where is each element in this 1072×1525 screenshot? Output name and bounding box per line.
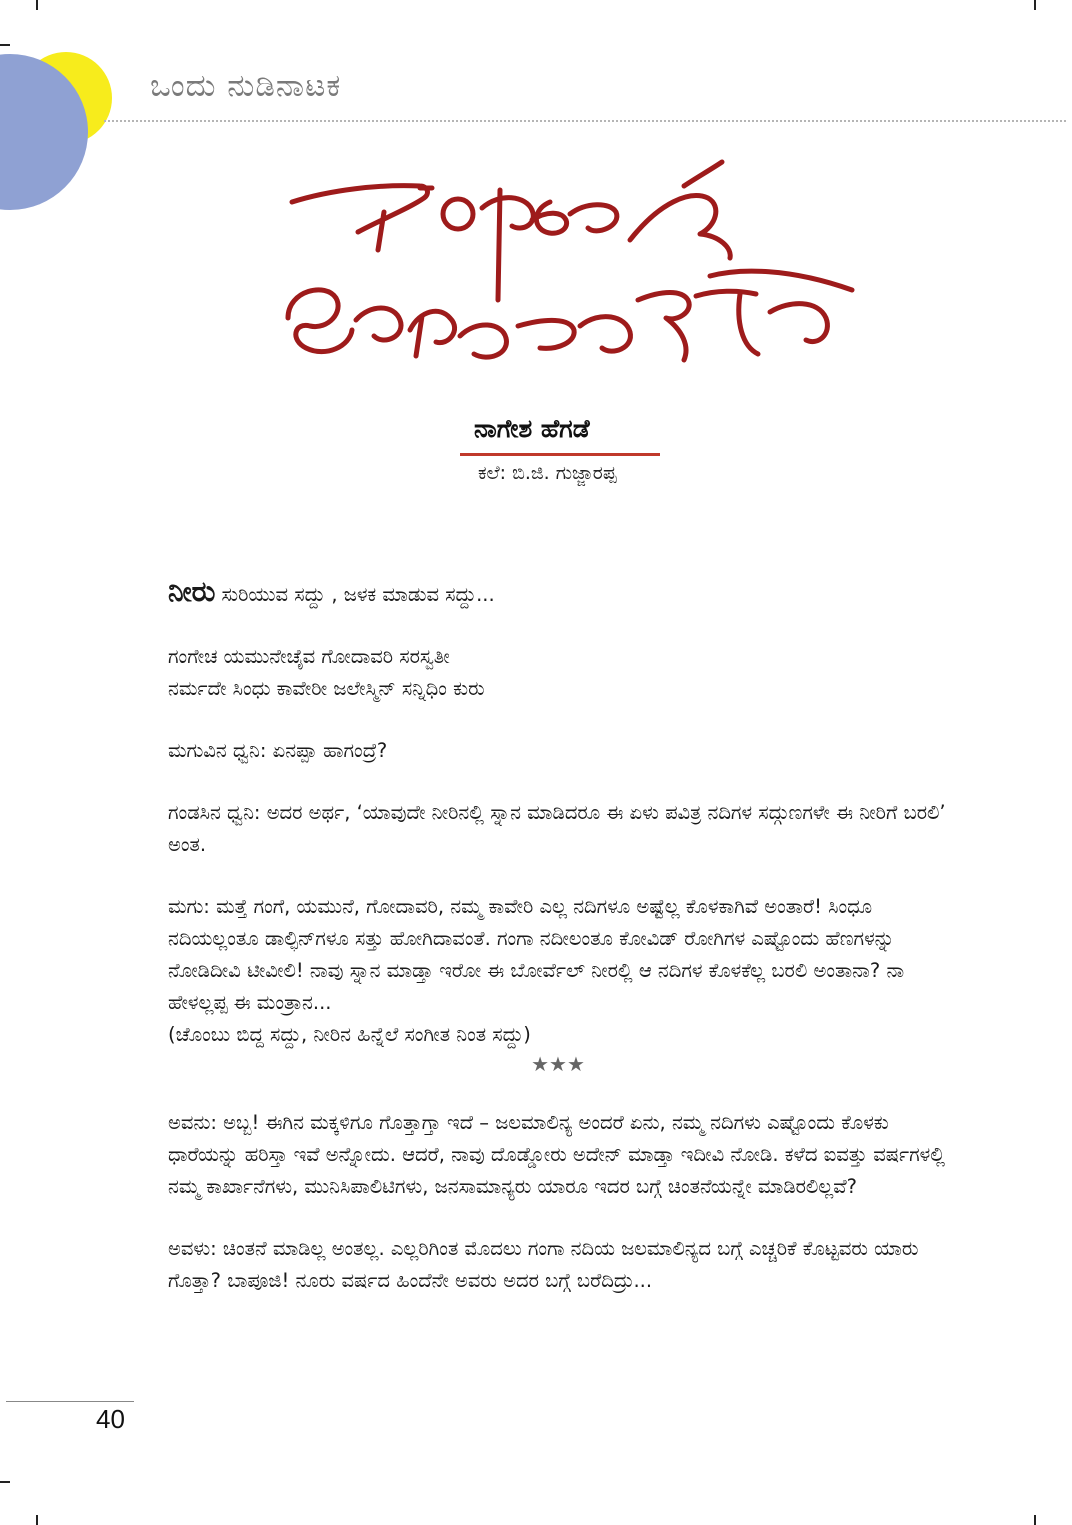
stage-direction: (ಚೊಂಬು ಬಿದ್ದ ಸದ್ದು, ನೀರಿನ ಹಿನ್ನೆಲೆ ಸಂಗೀತ ನಿಂತ ಸದ್ದು)	[168, 1023, 531, 1046]
opening-rest: ಸುರಿಯುವ ಸದ್ದು , ಜಳಕ ಮಾಡುವ ಸದ್ದು...	[215, 583, 495, 606]
section-label: ಒಂದು ನುಡಿನಾಟಕ	[150, 68, 342, 104]
crop-mark-left-upper	[0, 44, 10, 46]
art-credit: ಕಲೆ: ಬಿ.ಜಿ. ಗುಜ್ಜಾರಪ್ಪ	[478, 462, 617, 484]
child-long-speech: ಮಗು: ಮತ್ತೆ ಗಂಗೆ, ಯಮುನೆ, ಗೋದಾವರಿ, ನಮ್ಮ ಕಾವೇರಿ ಎಲ್ಲ ನದಿಗಳೂ ಅಷ್ಟೆಲ್ಲ ಕೊಳಕಾಗಿವೆ ಅಂತಾರೆ! ಸಿಂಧೂ ನದಿಯಲ್ಲಂತೂ ಡಾಲ್ಫಿನ್‌ಗಳೂ ಸತ್ತು ಹೋಗಿದಾವಂತೆ. ಗಂಗಾ ನದೀಲಂತೂ ಕೋವಿಡ್ ರೋಗಿಗಳ ಎಷ್ಟೊಂದು ಹೆಣಗಳನ್ನು ನೋಡಿದೀವಿ ಟೀವೀಲಿ! ನಾವು ಸ್ನಾನ ಮಾಡ್ತಾ ಇರೋ ಈ ಬೋರ್ವೆಲ್ ನೀರಲ್ಲಿ ಆ ನದಿಗಳ ಕೊಳಕೆಲ್ಲ ಬರಲಿ ಅಂತಾನಾ? ನಾ ಹೇಳಲ್ಲಪ್ಪ ಈ ಮಂತ್ರಾನ...	[168, 895, 905, 1014]
crop-mark-top-right	[1034, 0, 1036, 10]
title-lettering	[270, 150, 870, 400]
verse-line-1: ಗಂಗೇಚ ಯಮುನೇಚೈವ ಗೋದಾವರಿ ಸರಸ್ವತೀ	[168, 645, 450, 668]
page-number: 40	[96, 1404, 125, 1434]
article-body	[168, 576, 948, 1327]
man-answer: ಗಂಡಸಿನ ಧ್ವನಿ: ಅದರ ಅರ್ಥ, ‘ಯಾವುದೇ ನೀರಿನಲ್ಲಿ ಸ್ನಾನ ಮಾಡಿದರೂ ಈ ಏಳು ಪವಿತ್ರ ನದಿಗಳ ಸದ್ಗುಣಗಳೇ ಈ ನೀರಿಗೆ ಬರಲಿ’ ಅಂತ.	[168, 801, 946, 856]
opening-line	[168, 576, 948, 611]
her-speech: ಅವಳು: ಚಿಂತನೆ ಮಾಡಿಲ್ಲ ಅಂತಲ್ಲ. ಎಲ್ಲರಿಗಿಂತ ಮೊದಲು ಗಂಗಾ ನದಿಯ ಜಲಮಾಲಿನ್ಯದ ಬಗ್ಗೆ ಎಚ್ಚರಿಕೆ ಕೊಟ್ಟವರು ಯಾರು ಗೊತ್ತಾ? ಬಾಪೂಜಿ! ನೂರು ವರ್ಷದ ಹಿಂದೆನೇ ಅವರು ಅದರ ಬಗ್ಗೆ ಬರೆದಿದ್ರು...	[168, 1237, 919, 1292]
page-number-rule	[6, 1401, 134, 1402]
child-question: ಮಗುವಿನ ಧ್ವನಿ: ಏನಪ್ಪಾ ಹಾಗಂದ್ರೆ?	[168, 739, 388, 762]
author-underline	[460, 453, 660, 456]
his-speech: ಅವನು: ಅಬ್ಬ! ಈಗಿನ ಮಕ್ಕಳಿಗೂ ಗೊತ್ತಾಗ್ತಾ ಇದೆ – ಜಲಮಾಲಿನ್ಯ ಅಂದರೆ ಏನು, ನಮ್ಮ ನದಿಗಳು ಎಷ್ಟೊಂದು ಕೊಳಕು ಧಾರೆಯನ್ನು ಹರಿಸ್ತಾ ಇವೆ ಅನ್ನೋದು. ಆದರೆ, ನಾವು ದೊಡ್ಡೋರು ಅದೇನ್ ಮಾಡ್ತಾ ಇದೀವಿ ನೋಡಿ. ಕಳೆದ ಐವತ್ತು ವರ್ಷಗಳಲ್ಲಿ ನಮ್ಮ ಕಾರ್ಖಾನೆಗಳು, ಮುನಿಸಿಪಾಲಿಟಿಗಳು, ಜನಸಾಮಾನ್ಯರು ಯಾರೂ ಇದರ ಬಗ್ಗೆ ಚಿಂತನೆಯನ್ನೇ ಮಾಡಿರಲಿಲ್ಲವೆ?	[168, 1111, 945, 1198]
crop-mark-top-left	[36, 0, 38, 10]
verse	[168, 641, 948, 705]
crop-mark-bottom-left	[36, 1515, 38, 1525]
drop-lead-word: ನೀರು	[168, 575, 216, 608]
section-separator: ★★★	[531, 1052, 585, 1076]
crop-mark-bottom-right	[1034, 1515, 1036, 1525]
crop-mark-left-lower	[0, 1481, 10, 1483]
dotted-rule	[104, 120, 1066, 122]
author-name: ನಾಗೇಶ ಹೆಗಡೆ	[474, 414, 590, 443]
decorative-circles	[0, 50, 130, 260]
verse-line-2: ನರ್ಮದೇ ಸಿಂಧು ಕಾವೇರೀ ಜಲೇಸ್ಮಿನ್ ಸನ್ನಿಧಿಂ ಕುರು	[168, 677, 485, 700]
